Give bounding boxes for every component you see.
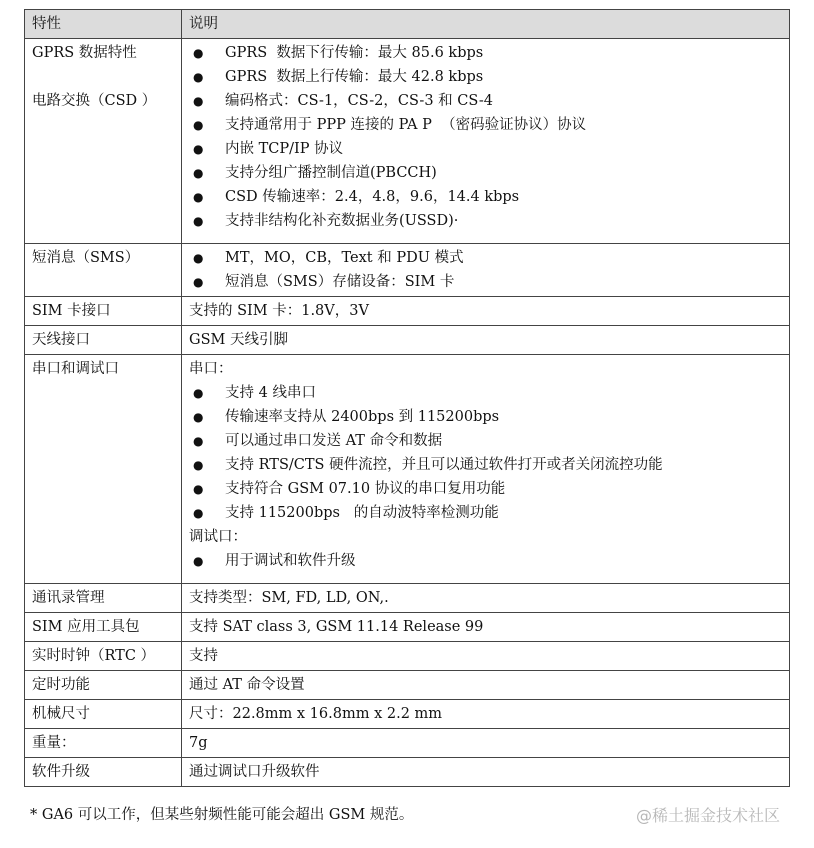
list-item: ● CSD 传输速率：2.4，4.8，9.6，14.4 kbps: [189, 185, 782, 209]
list-item: ● 短消息（SMS）存储设备：SIM 卡: [189, 270, 782, 294]
bullet-icon: ●: [193, 458, 204, 472]
feature-label: 电路交换（CSD ）: [32, 93, 157, 109]
list-item: ● 支持分组广播控制信道(PBCCH): [189, 161, 782, 185]
list-item: ● 可以通过串口发送 AT 命令和数据: [189, 429, 782, 453]
table-row: [25, 700, 790, 729]
feature-label: 重量：: [25, 729, 182, 758]
description-cell: [182, 355, 790, 584]
description-text: 7g: [182, 729, 790, 758]
table-row: [25, 244, 790, 297]
header-feature: 特性: [25, 10, 182, 39]
section-title: 调试口：: [189, 529, 247, 545]
bullet-list: [189, 41, 782, 233]
table-row: [25, 729, 790, 758]
table-row: [25, 326, 790, 355]
description-text: 支持的 SIM 卡：1.8V，3V: [182, 297, 790, 326]
description-text: 通过 AT 命令设置: [182, 671, 790, 700]
table-row: [25, 355, 790, 584]
watermark: @稀土掘金技术社区: [636, 806, 781, 825]
feature-label: 实时时钟（RTC ）: [25, 642, 182, 671]
bullet-icon: ●: [193, 70, 204, 84]
feature-label: 天线接口: [25, 326, 182, 355]
bullet-icon: ●: [193, 275, 204, 289]
description-text: 支持: [182, 642, 790, 671]
list-item: ● 支持非结构化补充数据业务(USSD)·: [189, 209, 782, 233]
footnote: * GA6 可以工作，但某些射频性能可能会超出 GSM 规范。: [30, 807, 414, 823]
feature-label: 短消息（SMS）: [25, 244, 182, 297]
table-row: [25, 671, 790, 700]
section-title: 串口：: [189, 361, 233, 377]
feature-label: SIM 应用工具包: [25, 613, 182, 642]
feature-label: 通讯录管理: [25, 584, 182, 613]
bullet-icon: ●: [193, 118, 204, 132]
bullet-icon: ●: [193, 46, 204, 60]
bullet-list: [189, 549, 782, 573]
bullet-icon: ●: [193, 554, 204, 568]
list-item: ● 支持通常用于 PPP 连接的 PA P （密码验证协议）协议: [189, 113, 782, 137]
table-row: [25, 39, 790, 244]
bullet-icon: ●: [193, 142, 204, 156]
feature-cell: [25, 39, 182, 244]
description-cell: [182, 39, 790, 244]
feature-label: 定时功能: [25, 671, 182, 700]
table-row: [25, 613, 790, 642]
table-row: [25, 642, 790, 671]
list-item: ● 支持 4 线串口: [189, 381, 782, 405]
description-text: 支持类型：SM, FD, LD, ON,.: [182, 584, 790, 613]
list-item: ● 内嵌 TCP/IP 协议: [189, 137, 782, 161]
feature-label: SIM 卡接口: [25, 297, 182, 326]
bullet-icon: ●: [193, 386, 204, 400]
description-cell: [182, 244, 790, 297]
bullet-icon: ●: [193, 482, 204, 496]
table-row: [25, 584, 790, 613]
bullet-icon: ●: [193, 190, 204, 204]
list-item: ● 传输速率支持从 2400bps 到 115200bps: [189, 405, 782, 429]
spec-table: [24, 9, 790, 787]
list-item: ● 用于调试和软件升级: [189, 549, 782, 573]
list-item: ● GPRS 数据上行传输：最大 42.8 kbps: [189, 65, 782, 89]
description-text: GSM 天线引脚: [182, 326, 790, 355]
bullet-icon: ●: [193, 214, 204, 228]
table-row: [25, 297, 790, 326]
feature-label: GPRS 数据特性: [32, 45, 137, 61]
bullet-icon: ●: [193, 506, 204, 520]
bullet-icon: ●: [193, 166, 204, 180]
description-text: 通过调试口升级软件: [182, 758, 790, 787]
list-item: ● GPRS 数据下行传输：最大 85.6 kbps: [189, 41, 782, 65]
list-item: ● 支持 115200bps 的自动波特率检测功能: [189, 501, 782, 525]
list-item: ● 编码格式：CS-1，CS-2，CS-3 和 CS-4: [189, 89, 782, 113]
header-description: 说明: [182, 10, 790, 39]
list-item: ● MT，MO，CB，Text 和 PDU 模式: [189, 246, 782, 270]
description-text: 支持 SAT class 3, GSM 11.14 Release 99: [182, 613, 790, 642]
list-item: ● 支持符合 GSM 07.10 协议的串口复用功能: [189, 477, 782, 501]
table-header-row: [25, 10, 790, 39]
bullet-icon: ●: [193, 251, 204, 265]
feature-label: 串口和调试口: [25, 355, 182, 584]
bullet-icon: ●: [193, 434, 204, 448]
feature-label: 软件升级: [25, 758, 182, 787]
bullet-list: [189, 381, 782, 525]
feature-label: 机械尺寸: [25, 700, 182, 729]
table-row: [25, 758, 790, 787]
bullet-list: [189, 246, 782, 294]
list-item: ● 支持 RTS/CTS 硬件流控，并且可以通过软件打开或者关闭流控功能: [189, 453, 782, 477]
bullet-icon: ●: [193, 94, 204, 108]
bullet-icon: ●: [193, 410, 204, 424]
description-text: 尺寸：22.8mm x 16.8mm x 2.2 mm: [182, 700, 790, 729]
